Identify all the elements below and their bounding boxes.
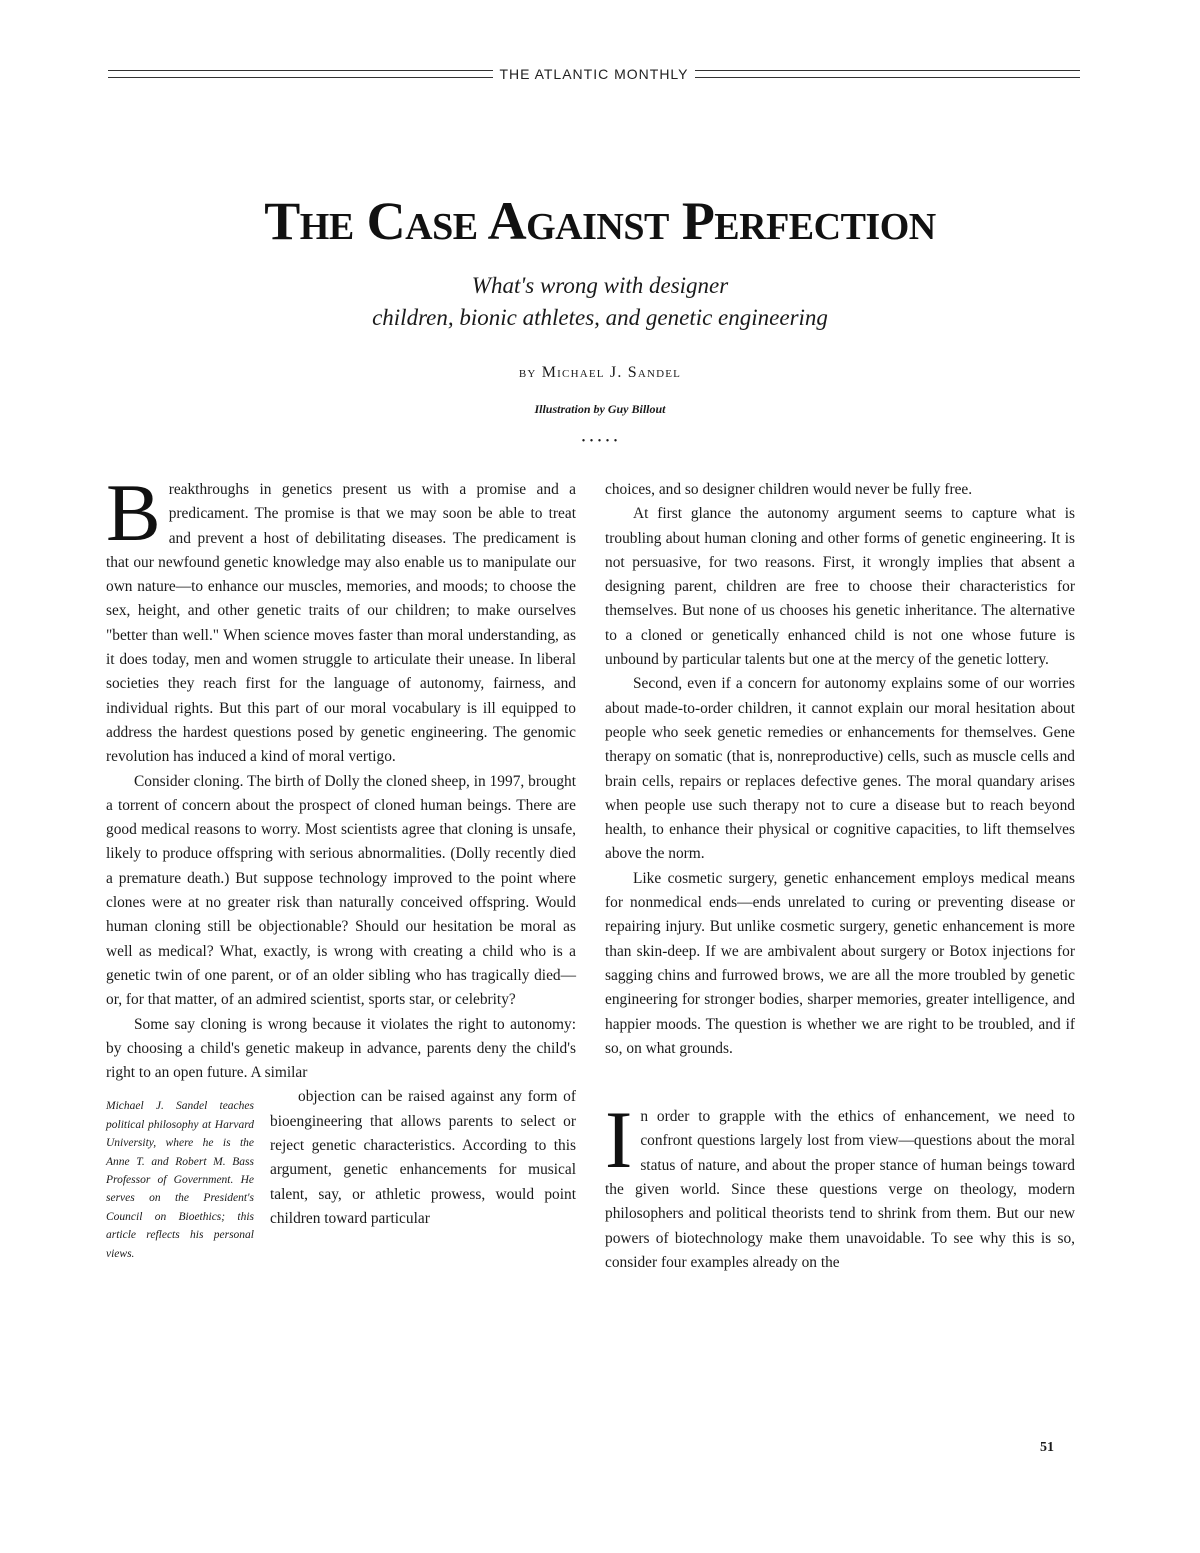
article-subtitle [300,270,900,334]
article-title: The Case Against Perfection [264,191,936,251]
masthead-rule-right [695,70,1080,78]
paragraph: choices, and so designer children would never be fully free. [605,481,973,498]
section-break [605,1061,1075,1105]
paragraph-continued: objection can be raised against any form of bioengineering that allows parents to select or reject genetic characteristics. According to this argument, genetic enhancements for musical talent, say, or athletic prowess, would point children toward particular [270,1088,576,1227]
page-number: 51 [1040,1440,1054,1455]
paragraph: Second, even if a concern for autonomy explains some of our worries about made-to-order children, it cannot explain our moral hesitation about people who seek genetic remedies or enhancements for themselves. Gene therapy on somatic (that is, nonreproductive) cells, such as muscle cells and brain cells, repairs or replaces defective genes. The moral quandary arises when people use such therapy not to cure a disease but to reach beyond health, to enhance their physical or cognitive capacities, to lift themselves above the norm. [605,675,1075,863]
masthead-title: THE ATLANTIC MONTHLY [499,66,689,82]
paragraph [605,1094,1075,1275]
paragraph: Some say cloning is wrong because it violates the right to autonomy: by choosing a child's genetic makeup in advance, parents deny the child's right to an open future. A similar [106,1015,576,1082]
paragraph: Like cosmetic surgery, genetic enhancement employs medical means for nonmedical ends—ends unrelated to curing or preventing disease or repairing injury. But unlike cosmetic surgery, genetic enhancement is more than skin-deep. If we are ambivalent about surgery or Botox injections for sagging chins and furrowed brows, we are all the more troubled by genetic engineering for stronger bodies, sharper memories, greater intelligence, and happier moods. The question is whether we are right to be troubled, and if so, on what grounds. [605,869,1075,1057]
paragraph-text: n order to grapple with the ethics of enhancement, we need to confront questions largely lost from view—questions about the moral status of nature, and about the proper stance of human beings toward the given world. Since these questions verge on theology, modern philosophers and political theorists tend to shrink from them. But our new powers of biotechnology make them unavoidable. To see why this is so, consider four examples already on the [605,1108,1075,1271]
masthead [108,62,1080,86]
paragraph: Consider cloning. The birth of Dolly the cloned sheep, in 1997, brought a torrent of concern about the prospect of cloned human beings. There are good medical reasons to worry. Most scientists agree that cloning is unsafe, likely to produce offspring with serious abnormalities. (Dolly recently died a premature death.) But suppose technology improved to the point where clones were at no greater risk than naturally conceived offspring. Would human cloning still be objectionable? Should our hesitation be moral as well as medical? What, exactly, is wrong with creating a child who is a genetic twin of one parent, or of an older sibling who has tragically died—or, for that matter, of an admired scientist, sports star, or celebrity? [106,772,576,1009]
left-column [106,467,576,1263]
drop-cap: I [605,1094,633,1186]
subtitle-line-1: What's wrong with designer [471,273,729,298]
illustration-credit: Illustration by Guy Billout [534,402,666,416]
bio-wrap [106,1085,576,1263]
masthead-rule-left [108,70,493,78]
author-bio: Michael J. Sandel teaches political philosophy at Harvard University, where he is the Anne T. and Robert M. Bass Professor of Government. He serves on the President's Council on Bioethics; this article reflects his personal views. [106,1100,254,1260]
section-ornament: • • • • • [581,436,619,447]
right-column [605,478,1075,1275]
drop-cap: B [106,467,161,558]
paragraph [106,467,576,770]
paragraph: At first glance the autonomy argument seems to capture what is troubling about human cloning and other forms of genetic engineering. It is not persuasive, for two reasons. First, it wrongly implies that absent a designing parent, children are free to choose their characteristics for themselves. But none of us chooses his genetic inheritance. The alternative to a cloned or genetically enhanced child is not one whose future is unbound by particular talents but one at the mercy of the genetic lottery. [605,505,1075,669]
byline: by Michael J. Sandel [518,364,682,381]
paragraph-text: reakthroughs in genetics present us with a promise and a predicament. The promise is that we may soon be able to treat and prevent a host of debilitating diseases. The predicament is that our newfound genetic knowledge may also enable us to manipulate our own nature—to enhance our muscles, memories, and moods; to choose the sex, height, and other genetic traits of our children; to make ourselves "better than well." When science moves faster than moral understanding, as it does today, men and women struggle to articulate their unease. In liberal societies they reach first for the language of autonomy, fairness, and individual rights. But this part of our moral vocabulary is ill equipped to address the hardest questions posed by genetic engineering. The genomic revolution has induced a kind of moral vertigo. [106,481,576,766]
subtitle-line-2: children, bionic athletes, and genetic engineering [372,305,828,330]
